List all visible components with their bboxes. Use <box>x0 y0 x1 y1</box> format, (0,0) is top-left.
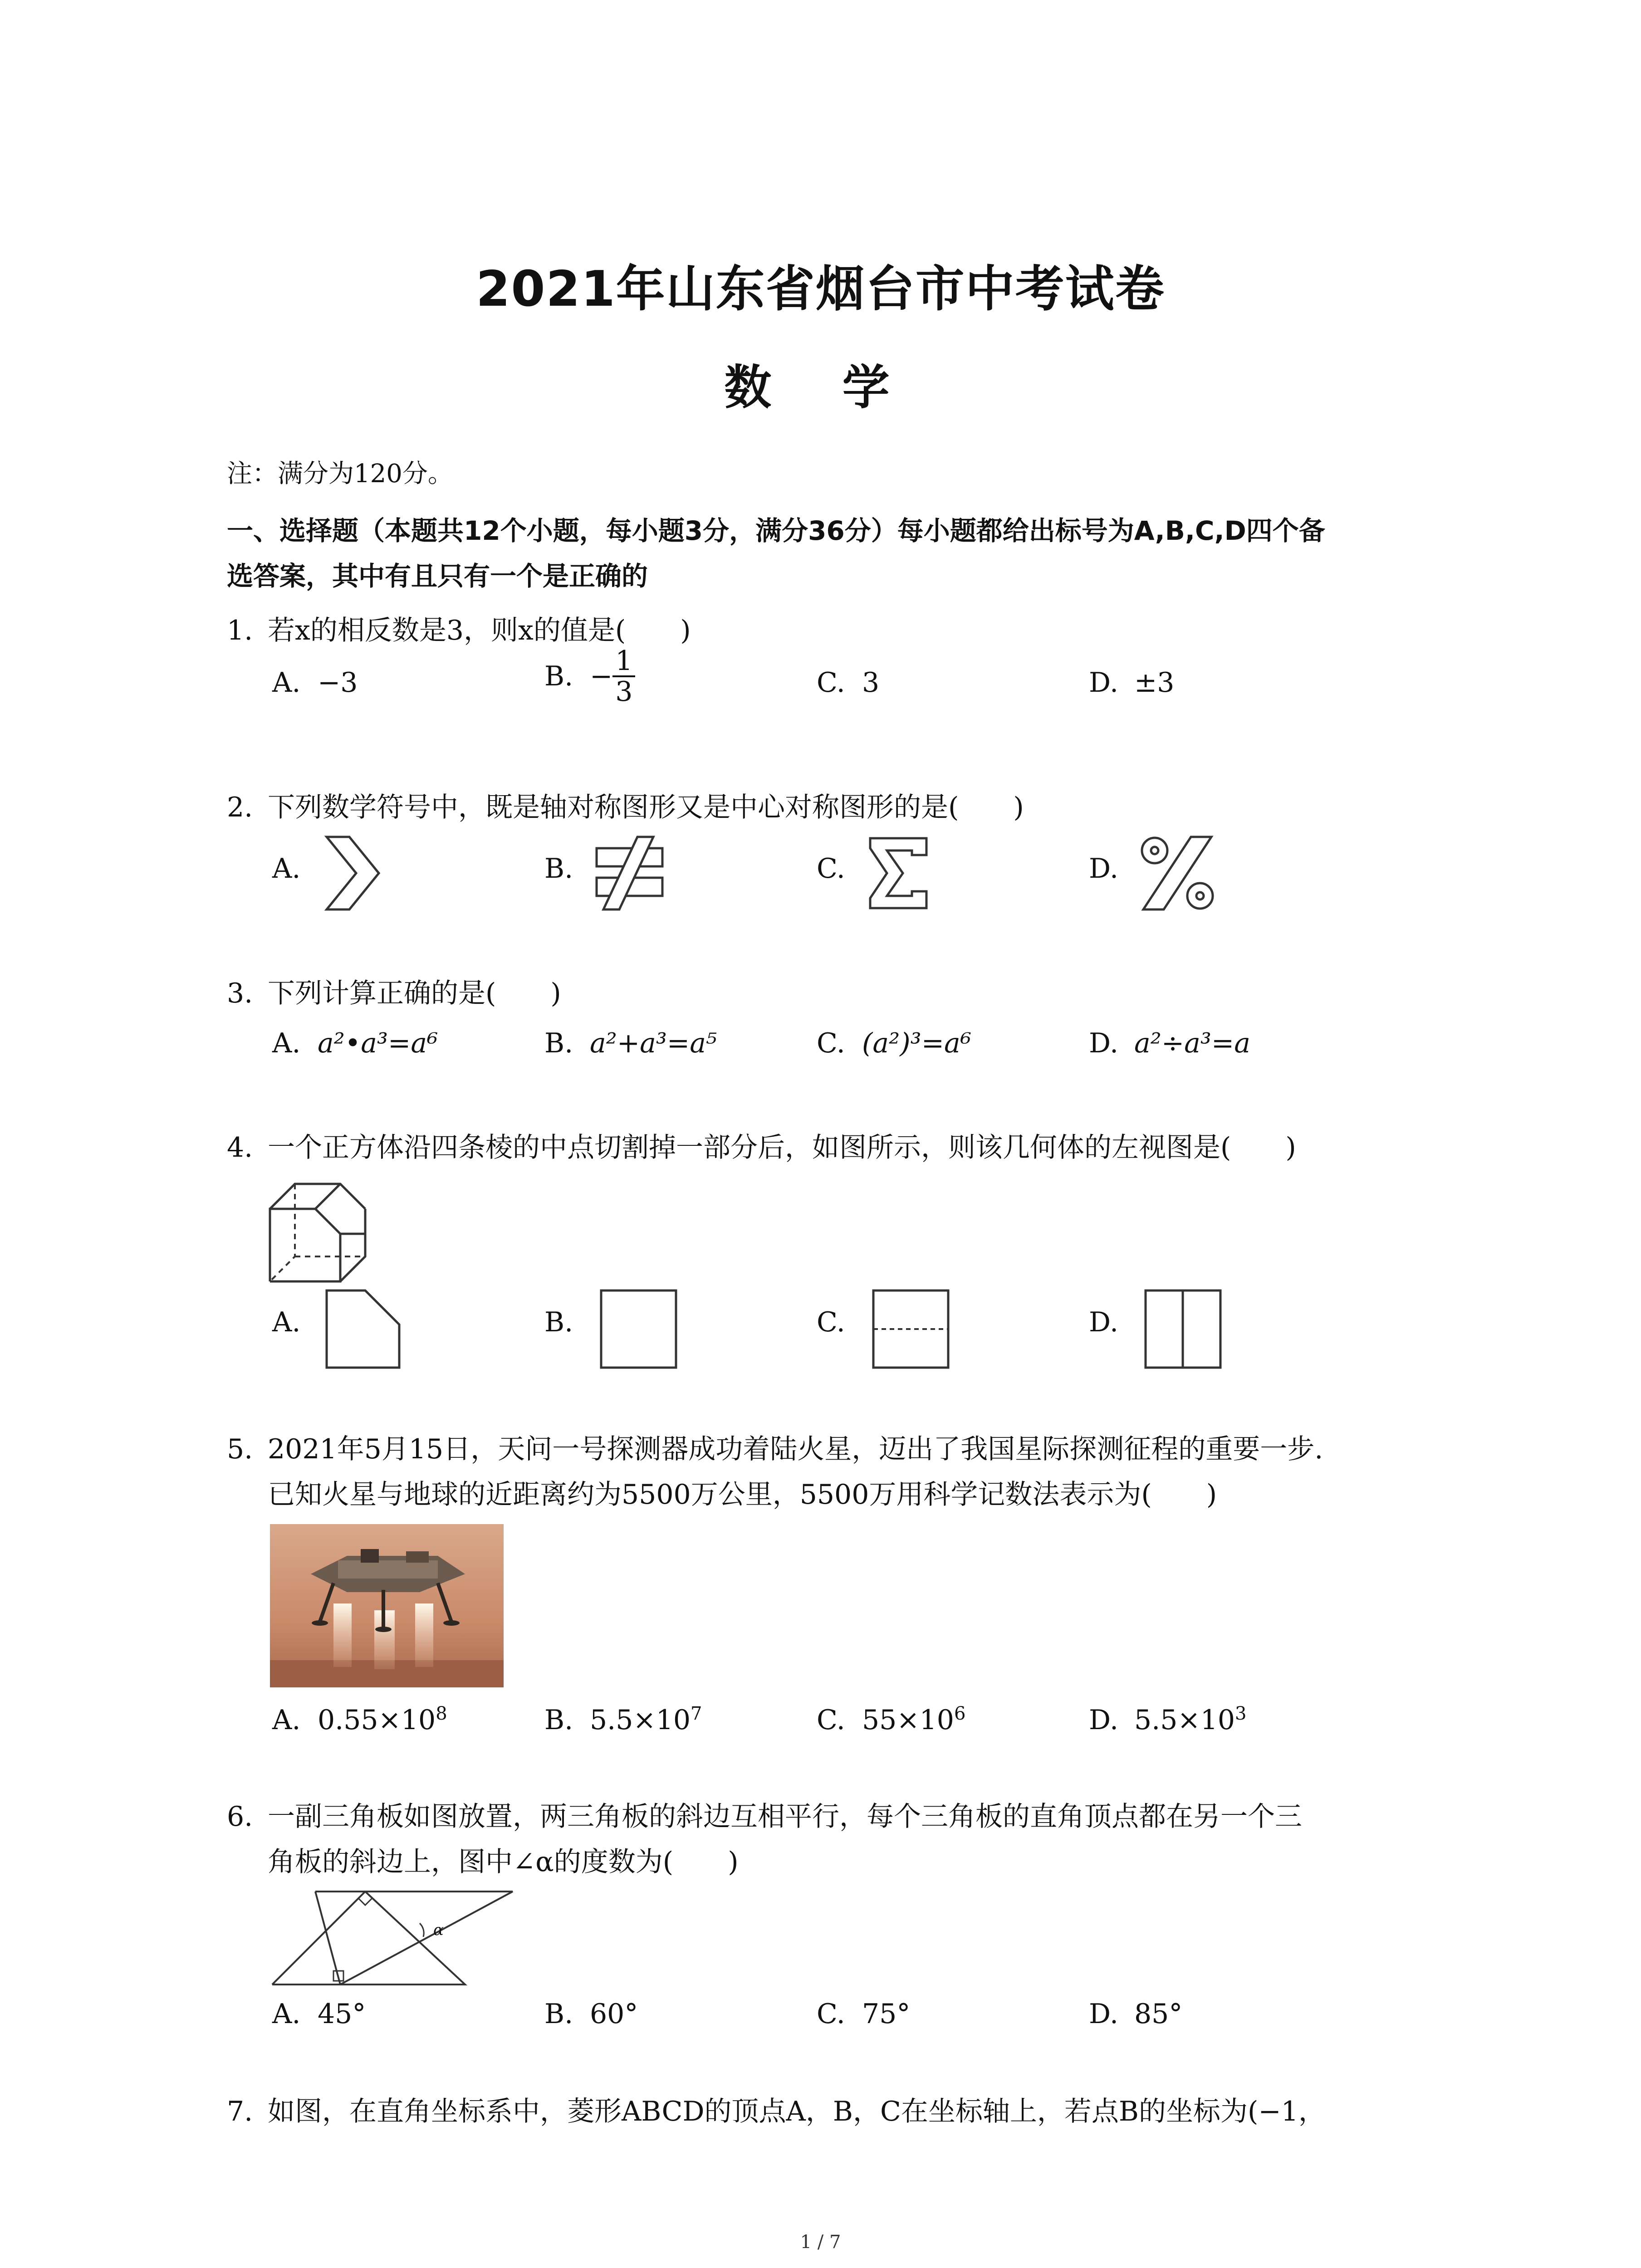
q4-option-a[interactable] <box>272 1306 300 1338</box>
option-label: B. <box>544 1306 573 1338</box>
option-label: B. <box>544 853 573 885</box>
q6-option-b[interactable] <box>544 1998 638 2030</box>
left-view-option-d-figure <box>1143 1288 1223 1370</box>
question-text-line2: 已知火星与地球的近距离约为5500万公里，5500万用科学记数法表示为( ) <box>268 1479 1217 1510</box>
q1-option-b[interactable] <box>544 646 635 706</box>
option-sign: − <box>590 660 613 692</box>
option-label: C. <box>817 1306 845 1338</box>
question-number: 3. <box>227 978 253 1009</box>
question-number: 4. <box>227 1132 253 1163</box>
option-text: −3 <box>318 667 358 699</box>
option-label: A. <box>272 853 301 885</box>
option-text: 75° <box>862 1998 911 2030</box>
option-label: C. <box>817 1027 845 1059</box>
question-6-stem <box>227 1794 1302 1885</box>
option-text: 85° <box>1134 1998 1183 2030</box>
q6-option-d[interactable] <box>1089 1998 1182 2030</box>
q4-option-d[interactable] <box>1089 1306 1118 1338</box>
question-text-line2: 角板的斜边上，图中∠α的度数为( ) <box>268 1846 739 1878</box>
option-label: B. <box>544 660 573 692</box>
q1-option-a[interactable] <box>272 667 358 699</box>
q5-option-d[interactable] <box>1089 1703 1247 1736</box>
q4-option-c[interactable] <box>817 1306 845 1338</box>
q3-option-b[interactable] <box>544 1027 717 1059</box>
set-squares-figure <box>270 1889 515 1989</box>
question-text-line1: 一副三角板如图放置，两三角板的斜边互相平行，每个三角板的直角顶点都在另一个三 <box>268 1801 1302 1833</box>
q5-option-c[interactable] <box>817 1703 965 1736</box>
option-text: 45° <box>318 1998 366 2030</box>
option-label: D. <box>1089 1704 1119 1736</box>
q4-option-b[interactable] <box>544 1306 573 1338</box>
mars-lander-photo <box>270 1524 504 1687</box>
percent-symbol-icon <box>1139 835 1216 912</box>
question-2-stem <box>227 785 1024 830</box>
option-label: D. <box>1089 1027 1119 1059</box>
section-heading-line2: 选答案，其中有且只有一个是正确的 <box>227 561 648 591</box>
question-5-stem <box>227 1427 1323 1517</box>
q3-option-d[interactable] <box>1089 1027 1250 1059</box>
option-base: 0.55×10 <box>318 1704 436 1736</box>
question-number: 1. <box>227 615 253 646</box>
q5-option-a[interactable] <box>272 1703 447 1736</box>
option-label: A. <box>272 1998 301 2030</box>
option-exponent: 8 <box>436 1703 447 1724</box>
q6-option-a[interactable] <box>272 1998 366 2030</box>
q6-option-c[interactable] <box>817 1998 910 2030</box>
q1-option-c[interactable] <box>817 667 879 699</box>
option-label: A. <box>272 1704 301 1736</box>
option-label: A. <box>272 1027 301 1059</box>
option-text: a²÷a³=a <box>1134 1027 1250 1059</box>
q5-option-b[interactable] <box>544 1703 702 1736</box>
question-number: 2. <box>227 792 253 823</box>
option-text: (a²)³=a⁶ <box>862 1027 971 1059</box>
subject-title: 数 学 <box>724 360 917 415</box>
option-exponent: 6 <box>954 1703 966 1724</box>
section-heading <box>227 508 1470 599</box>
option-text: a²•a³=a⁶ <box>318 1027 438 1059</box>
not-equal-symbol-icon <box>594 835 667 912</box>
question-7-stem <box>227 2089 1326 2134</box>
option-base: 5.5×10 <box>590 1704 691 1736</box>
question-number: 6. <box>227 1801 253 1833</box>
question-number: 7. <box>227 2096 253 2127</box>
option-text: 3 <box>862 667 880 699</box>
option-label: C. <box>817 1998 845 2030</box>
fraction-denominator: 3 <box>615 676 633 708</box>
option-label: D. <box>1089 667 1119 699</box>
option-text: 60° <box>590 1998 638 2030</box>
question-text: 下列计算正确的是( ) <box>268 978 561 1009</box>
option-label: D. <box>1089 1998 1119 2030</box>
option-label: C. <box>817 1704 845 1736</box>
option-label: B. <box>544 1027 573 1059</box>
option-label: B. <box>544 1704 573 1736</box>
cut-cube-figure <box>268 1175 372 1284</box>
question-text: 如图，在直角坐标系中，菱形ABCD的顶点A，B，C在坐标轴上，若点B的坐标为(−1， <box>268 2096 1326 2127</box>
fraction-numerator: 1 <box>612 646 635 677</box>
page-title: 2021年山东省烟台市中考试卷 <box>476 261 1165 318</box>
question-number: 5. <box>227 1433 253 1465</box>
option-label: C. <box>817 667 845 699</box>
q2-option-a[interactable] <box>272 853 300 885</box>
section-heading-line1: 一、选择题（本题共12个小题，每小题3分，满分36分）每小题都给出标号为A,B,C,D四个备 <box>227 515 1325 546</box>
option-text: ±3 <box>1134 667 1175 699</box>
option-base: 55×10 <box>862 1704 954 1736</box>
option-label: A. <box>272 1306 301 1338</box>
question-4-stem <box>227 1125 1296 1170</box>
q2-option-b[interactable] <box>544 853 573 885</box>
q2-option-c[interactable] <box>817 853 845 885</box>
option-label: C. <box>817 853 845 885</box>
option-base: 5.5×10 <box>1134 1704 1235 1736</box>
option-exponent: 3 <box>1235 1703 1247 1724</box>
left-view-option-b-figure <box>599 1288 678 1370</box>
left-view-option-a-figure <box>324 1288 402 1370</box>
fraction <box>612 646 635 706</box>
option-label: D. <box>1089 853 1119 885</box>
option-exponent: 7 <box>691 1703 702 1724</box>
left-view-option-c-figure <box>871 1288 950 1370</box>
score-note: 注：满分为120分。 <box>227 459 453 489</box>
question-text: 一个正方体沿四条棱的中点切割掉一部分后，如图所示，则该几何体的左视图是( ) <box>268 1132 1296 1163</box>
option-label: A. <box>272 667 301 699</box>
q2-option-d[interactable] <box>1089 853 1118 885</box>
question-text: 若x的相反数是3，则x的值是( ) <box>268 615 691 646</box>
q1-option-d[interactable] <box>1089 667 1174 699</box>
sigma-symbol-icon <box>867 835 930 912</box>
question-text: 下列数学符号中，既是轴对称图形又是中心对称图形的是( ) <box>268 792 1024 823</box>
question-text-line1: 2021年5月15日，天问一号探测器成功着陆火星，迈出了我国星际探测征程的重要一步. <box>268 1433 1323 1465</box>
question-3-stem <box>227 971 561 1016</box>
option-label: B. <box>544 1998 573 2030</box>
q3-option-a[interactable] <box>272 1027 438 1059</box>
chevron-right-symbol-icon <box>322 835 381 912</box>
option-text: a²+a³=a⁵ <box>590 1027 717 1059</box>
alpha-label: α <box>433 1921 444 1939</box>
q3-option-c[interactable] <box>817 1027 971 1059</box>
option-label: D. <box>1089 1306 1119 1338</box>
page-number: 1 / 7 <box>800 2232 841 2253</box>
